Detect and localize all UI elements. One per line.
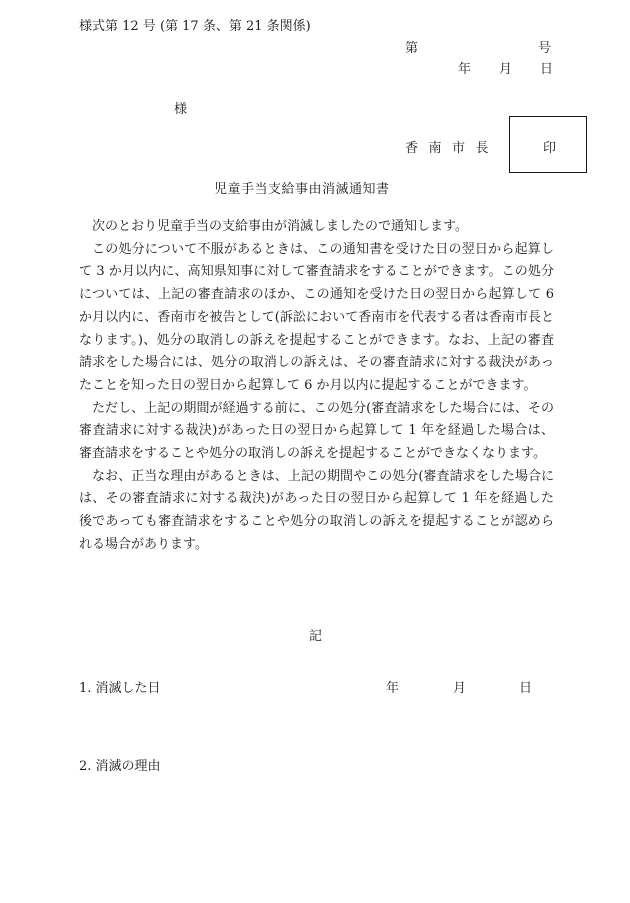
item-reason-label: 2. 消滅の理由 [79,759,161,774]
seal-box [509,116,587,173]
issue-date-day: 日 [540,62,554,77]
form-number-label: 様式第 12 号 (第 17 条、第 21 条関係) [79,19,311,34]
issue-date-year: 年 [458,62,472,77]
seal-label: 印 [542,141,556,156]
record-label: 記 [309,629,323,644]
item-extinguished-day: 日 [519,681,533,696]
item-extinguished-date-label: 1. 消滅した日 [79,681,161,696]
item-extinguished-month: 月 [453,681,467,696]
body-paragraph: ただし、上記の期間が経過する前に、この処分(審査請求をした場合には、その審査請求に対する裁決)があった日の翌日から起算して 1 年を経過した場合は、審査請求をすることや処分の取消しの訴えを提起することができなくなります。 [79,400,554,462]
document-number-prefix: 第 [405,41,419,56]
body-paragraph: なお、正当な理由があるときは、上記の期間やこの処分(審査請求をした場合には、その審査請求に対する裁決)があった日の翌日から起算して 1 年を経過した後であっても審査請求をすることや処分の取消しの訴えを提起することが認められる場合があります。 [79,468,554,552]
item-extinguished-year: 年 [386,681,400,696]
document-number-suffix: 号 [538,41,552,56]
recipient-honorific: 様 [174,102,188,117]
body-paragraph: この処分について不服があるときは、この通知書を受けた日の翌日から起算して 3 か月以内に、高知県知事に対して審査請求をすることができます。この処分については、上記の審査請求のほか、この通知を受けた日の翌日から起算して 6 か月以内に、香南市を被告として(訴訟において香南市を代表する者は香南市長となります。)、処分の取消しの訴えを提起することができます。なお、上記の審査請求をした場合には、処分の取消しの訴えは、その審査請求に対する裁決があったことを知った日の翌日から起算して 6 か月以内に提起することができます。 [79,241,554,393]
body-paragraph: 次のとおり児童手当の支給事由が消滅しましたので通知します。 [92,219,468,234]
issue-date-month: 月 [499,62,513,77]
sender-mayor: 香南市長 [405,141,500,156]
notice-body [79,216,554,557]
document-title: 児童手当支給事由消滅通知書 [214,182,390,197]
